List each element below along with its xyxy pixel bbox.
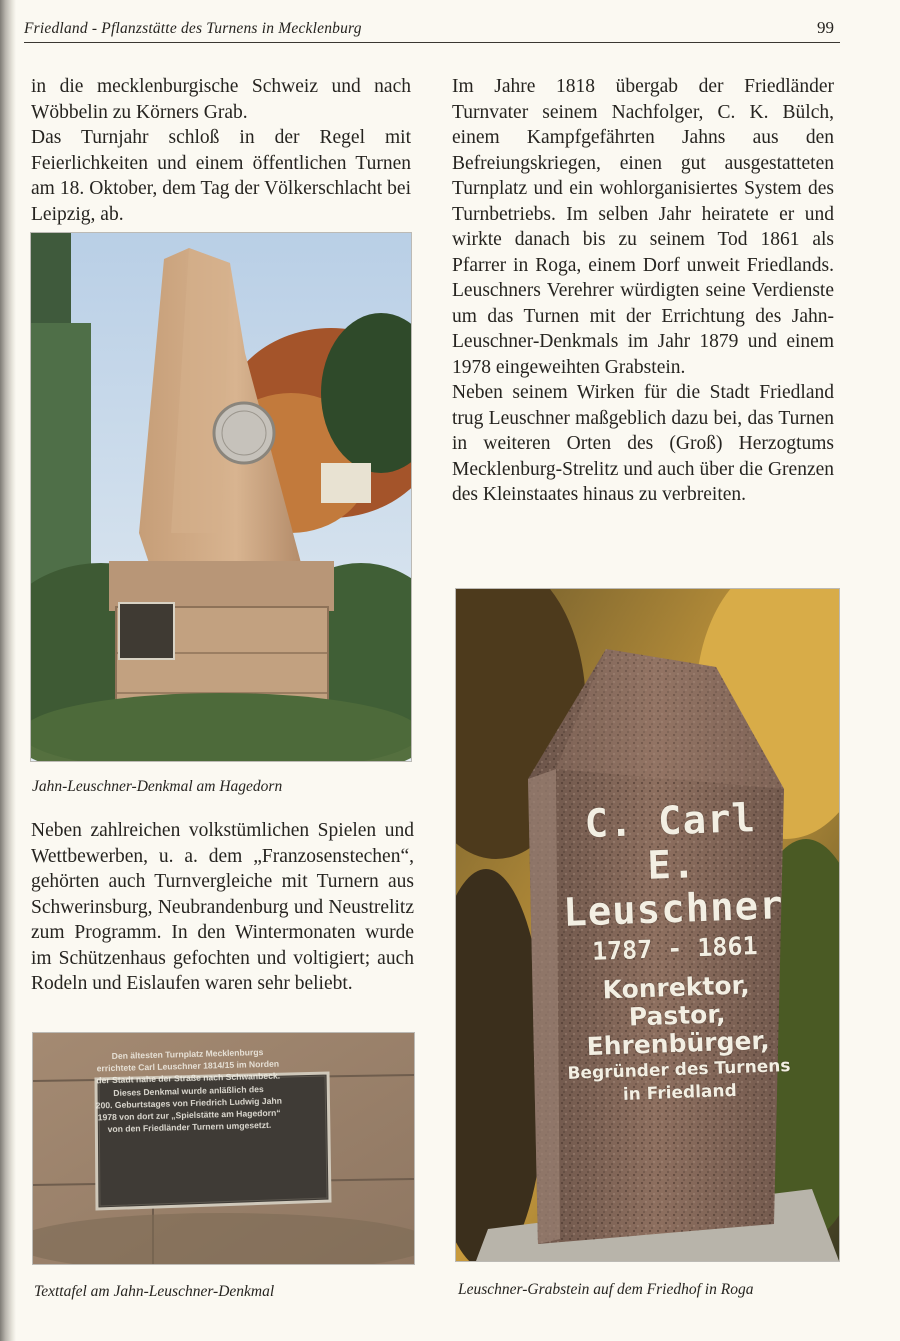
plaque-inscription — [56, 1039, 321, 1182]
monument-caption: Jahn-Leuschner-Denkmal am Hagedorn — [32, 778, 283, 795]
book-gutter-shadow — [0, 0, 16, 1341]
inscription-role: Ehrenbürger, — [586, 1025, 771, 1062]
inscription-years: 1787 - 1861 — [591, 931, 759, 966]
inscription-name-line1: C. Carl E. — [583, 796, 757, 889]
paragraph: Neben zahlreichen volkstümlichen Spielen und Wettbewerben, u. a. dem „Franzosenstechen“, gehörten auch Turnvergleiche mit Turnern aus Schwerinsburg, Neubrandenburg und Neustrelitz zum Programm. In den Wintermonaten wurde im Schützenhaus gefochten und voltigiert; auch Rodeln und Eislaufen waren sehr beliebt. — [31, 820, 414, 994]
inscription-dedication: in Friedland — [622, 1080, 738, 1105]
gravestone-inscription — [555, 796, 796, 1114]
inscription-dedication: Begründer des Turnens — [567, 1056, 791, 1084]
plaque-line: von den Friedländer Turnern umgesetzt. — [107, 1120, 272, 1135]
monument-image — [31, 233, 411, 761]
paragraph: Neben seinem Wirken für die Stadt Friedland trug Leuschner maßgeblich dazu bei, das Turnen in weiteren Orten des (Groß) Herzogtums Mecklenburg-Strelitz und auch über die Grenzen des Kleinstaates hinaus zu verbreiten. — [452, 382, 834, 505]
plaque-caption: Texttafel am Jahn-Leuschner-Denkmal — [34, 1283, 275, 1300]
page-number: 99 — [817, 18, 834, 37]
plaque-line: errichtete Carl Leuschner 1814/15 im Norden — [96, 1058, 280, 1074]
paragraph: Im Jahre 1818 übergab der Friedländer Turnvater seinem Nachfolger, C. K. Bülch, einem Kampfgefährten Jahns aus den Befreiungskriegen, einen gut ausgestatteten Turnplatz und ein wohlorganisiertes System des Turnbetriebs. Im selben Jahr heiratete er und wirkte danach bis zu seinem Tod 1861 als Pfarrer in Roga, einem Dorf unweit Friedlands. Leuschners Verehrer würdigten seine Verdienste um das Turnen mit der Errichtung des Jahn-Leuschner-Denkmals im Jahr 1879 und einem 1978 eingeweihten Grabstein. — [452, 76, 834, 378]
left-column-text-middle — [31, 818, 414, 997]
obelisk-monument-photo — [31, 233, 411, 761]
plaque-line: Den ältesten Turnplatz Mecklenburgs — [111, 1047, 264, 1062]
running-title: Friedland - Pflanzstätte des Turnens in Mecklenburg — [24, 20, 362, 37]
plaque-line: Dieses Denkmal wurde anläßlich des — [113, 1083, 264, 1098]
right-column-text — [452, 74, 834, 508]
running-header — [24, 14, 840, 43]
paragraph: in die mecklenburgische Schweiz und nach Wöbbelin zu Körners Grab. — [31, 76, 411, 123]
inscription-name-line2: Leuschner — [562, 883, 785, 936]
plaque-line: der Stadt nahe der Straße nach Schwanbeck. — [96, 1071, 281, 1086]
plaque-line: 200. Geburtstages von Friedrich Ludwig Jahn — [95, 1095, 283, 1111]
inscription-role: Pastor, — [628, 999, 726, 1032]
plaque-line: 1978 von dort zur „Spielstätte am Hagedorn“ — [97, 1107, 281, 1123]
inscription-role: Konrektor, — [602, 970, 751, 1005]
left-column-text-top — [31, 74, 411, 227]
gravestone-caption: Leuschner-Grabstein auf dem Friedhof in Roga — [458, 1281, 754, 1298]
paragraph: Das Turnjahr schloß in der Regel mit Feierlichkeiten und einem öffentlichen Turnen am 18. Oktober, dem Tag der Völkerschlacht bei Leipzig, ab. — [31, 127, 411, 225]
